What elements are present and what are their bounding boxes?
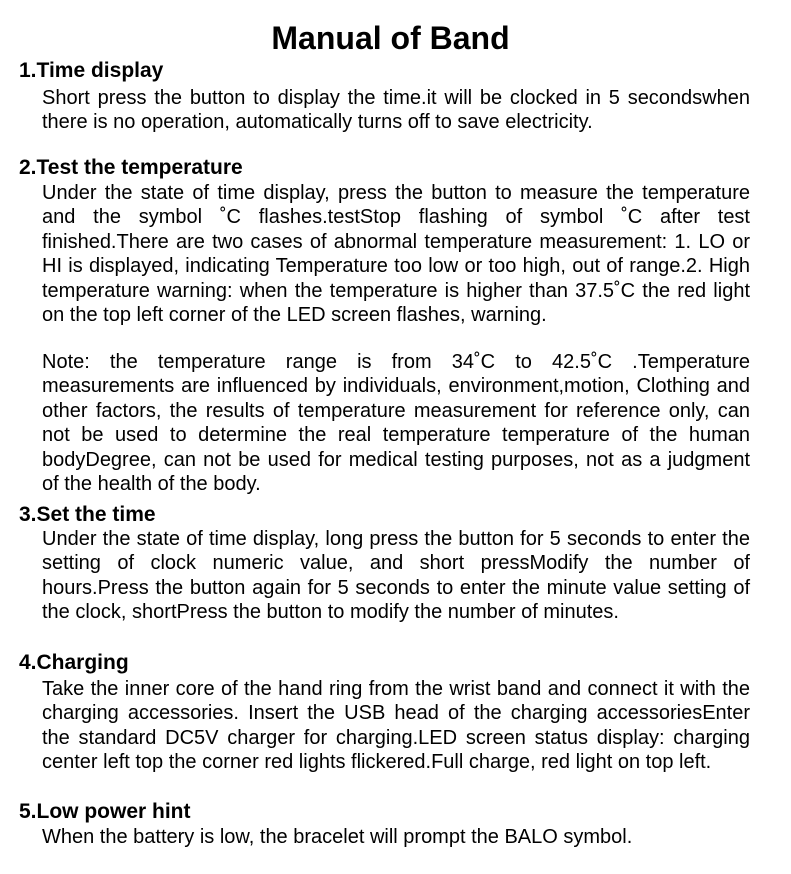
section-paragraph: Short press the button to display the time.it will be clocked in 5 secondswhen there is no operation, automatically turns off to save electricity. [42,87,750,134]
section-heading-time-display: 1.Time display [19,59,164,82]
section-paragraph: When the battery is low, the bracelet will prompt the BALO symbol. [42,826,633,848]
section-paragraph: Under the state of time display, press the button to measure the temperature and the symbol ˚C flashes.testStop flashing of symbol ˚C after test finished.There are two cases of abnormal temperature measurement: 1. LO or HI is displayed, indicating Temperature too low or too high, out of range.2. High temperature warning: when the temperature is higher than 37.5˚C the red light on the top left corner of the LED screen flashes, warning. [42,182,750,327]
document-title: Manual of Band [271,20,510,56]
section-note-paragraph: Note: the temperature range is from 34˚C to 42.5˚C .Temperature measurements are influenced by individuals, environment,motion, Clothing and other factors, the results of temperature measurement for reference only, can not be used to determine the real temperature temperature of the human bodyDegree, can not be used for medical testing purposes, not as a judgment of the health of the body. [42,351,750,496]
section-paragraph: Take the inner core of the hand ring from the wrist band and connect it with the charging accessories. Insert the USB head of the charging accessoriesEnter the standard DC5V charger for charging.LED screen status display: charging center left top the corner red lights flickered.Full charge, red light on top left. [42,678,750,774]
section-heading-charging: 4.Charging [19,651,129,674]
section-paragraph: Under the state of time display, long press the button for 5 seconds to enter the setting of clock numeric value, and short pressModify the number of hours.Press the button again for 5 seconds to enter the minute value setting of the clock, shortPress the button to modify the number of minutes. [42,528,750,624]
section-heading-set-time: 3.Set the time [19,503,156,526]
section-heading-test-temperature: 2.Test the temperature [19,156,243,179]
section-heading-low-power-hint: 5.Low power hint [19,800,191,823]
